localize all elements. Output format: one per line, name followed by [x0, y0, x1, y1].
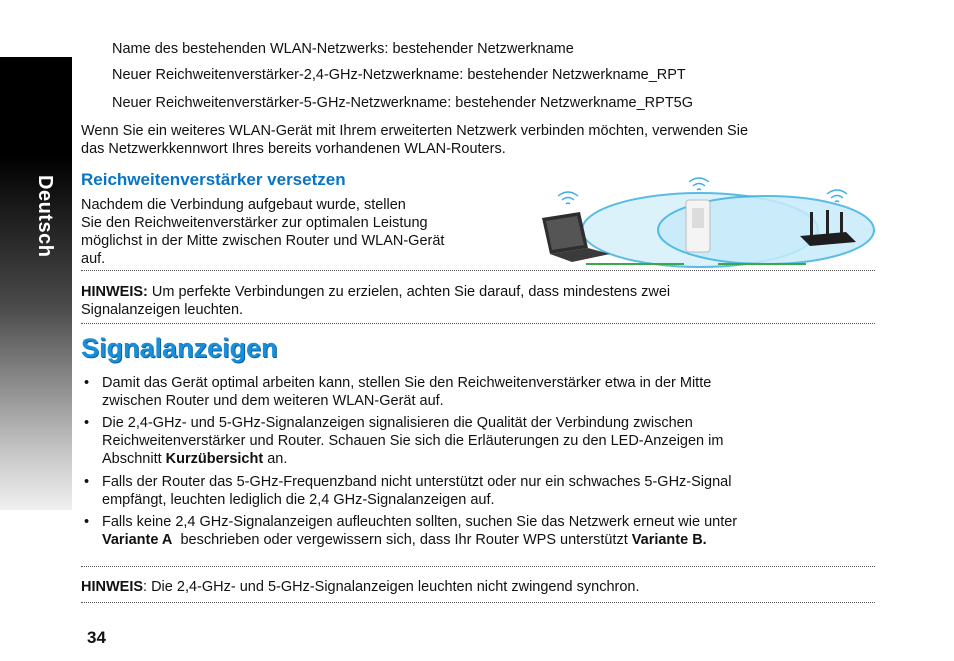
- divider: [81, 270, 875, 271]
- relocate-line: auf.: [81, 251, 106, 267]
- wifi-icon: [558, 192, 578, 204]
- bullet-line: Falls keine 2,4 GHz-Signalanzeigen aufleuchten sollten, suchen Sie das Netzwerk erneut wie unter: [102, 514, 738, 530]
- range-extender-icon: [686, 200, 710, 252]
- variant-b-reference: Variante B.: [631, 532, 707, 548]
- language-label: Deutsch: [34, 175, 56, 258]
- bullet-line: Falls der Router das 5-GHz-Frequenzband nicht unterstützt oder nur ein schwaches 5-GHz-Signal: [102, 474, 732, 490]
- section-title: Signalanzeigen: [81, 333, 278, 363]
- intro-paragraph: [81, 122, 748, 158]
- divider: [81, 566, 875, 567]
- relocate-line: möglichst in der Mitte zwischen Router und WLAN-Gerät: [81, 233, 445, 249]
- network-name-24ghz: Neuer Reichweitenverstärker-2,4-GHz-Netzwerkname: bestehender Netzwerkname_RPT: [112, 67, 686, 83]
- bullet-line: Damit das Gerät optimal arbeiten kann, stellen Sie den Reichweitenverstärker etwa in der Mitte: [102, 375, 712, 391]
- bullet-item: [102, 513, 737, 549]
- bullet-marker: •: [84, 375, 90, 391]
- note-label: HINWEIS:: [81, 284, 148, 300]
- bullet-line: Die 2,4-GHz- und 5-GHz-Signalanzeigen signalisieren die Qualität der Verbindung zwischen: [102, 415, 693, 431]
- bullet-item: [102, 374, 711, 410]
- placement-illustration: [528, 172, 878, 268]
- bullet-text: beschrieben oder vergewissern sich, dass Ihr Router WPS unterstützt: [172, 532, 632, 548]
- divider: [81, 323, 875, 324]
- relocate-line: Sie den Reichweitenverstärker zur optimalen Leistung: [81, 215, 428, 231]
- bullet-item: [102, 414, 723, 468]
- page-number: 34: [87, 628, 106, 647]
- note-text: : Die 2,4-GHz- und 5-GHz-Signalanzeigen leuchten nicht zwingend synchron.: [143, 579, 640, 595]
- language-side-tab: [0, 57, 72, 510]
- note-text: Um perfekte Verbindungen zu erzielen, achten Sie darauf, dass mindestens zwei: [147, 284, 671, 300]
- bullet-text: Abschnitt: [102, 451, 166, 467]
- relocate-line: Nachdem die Verbindung aufgebaut wurde, stellen: [81, 197, 406, 213]
- wifi-icon: [689, 178, 709, 190]
- bullet-line: zwischen Router und dem weiteren WLAN-Gerät auf.: [102, 393, 444, 409]
- bullet-line: empfängt, leuchten lediglich die 2,4 GHz-Signalanzeigen auf.: [102, 492, 495, 508]
- relocate-paragraph: [81, 196, 444, 268]
- network-name-existing: Name des bestehenden WLAN-Netzwerks: bestehender Netzwerkname: [112, 41, 574, 57]
- bullet-marker: •: [84, 474, 90, 490]
- network-name-5ghz: Neuer Reichweitenverstärker-5-GHz-Netzwerkname: bestehender Netzwerkname_RPT5G: [112, 95, 694, 111]
- bullet-item: [102, 473, 731, 509]
- bullet-line: Reichweitenverstärker und Router. Schauen Sie sich die Erläuterungen zu den LED-Anzeigen im: [102, 433, 724, 449]
- note-1: [81, 283, 670, 319]
- wifi-icon: [827, 190, 847, 202]
- note-2: [81, 578, 640, 596]
- bullet-marker: •: [84, 514, 90, 530]
- divider: [81, 602, 875, 603]
- bullet-marker: •: [84, 415, 90, 431]
- quick-overview-reference: Kurzübersicht: [165, 451, 264, 467]
- variant-a-reference: Variante A: [102, 532, 173, 548]
- relocate-heading: Reichweitenverstärker versetzen: [81, 170, 346, 189]
- note-label: HINWEIS: [81, 579, 144, 595]
- bullet-text: an.: [263, 451, 288, 467]
- intro-line: das Netzwerkkennwort Ihres bereits vorhandenen WLAN-Routers.: [81, 141, 506, 157]
- note-text: Signalanzeigen leuchten.: [81, 302, 244, 318]
- intro-line: Wenn Sie ein weiteres WLAN-Gerät mit Ihrem erweiterten Netzwerk verbinden möchten, verwenden Sie: [81, 123, 749, 139]
